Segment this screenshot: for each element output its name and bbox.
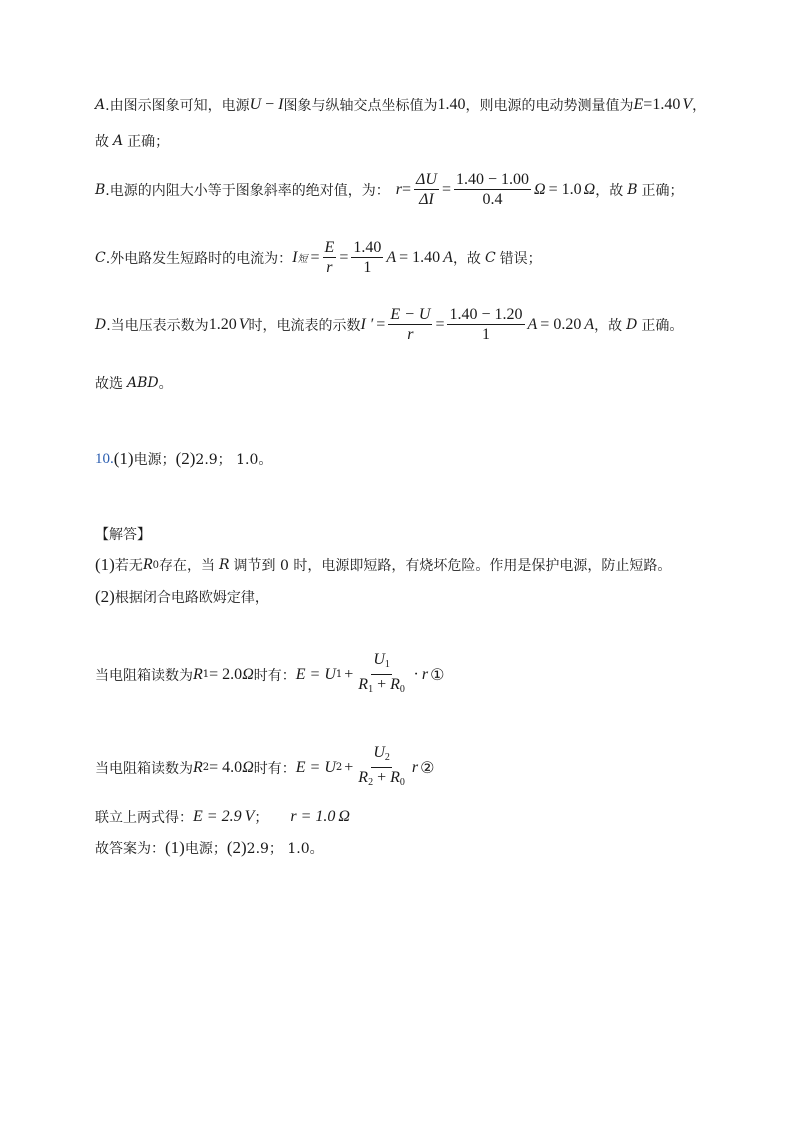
fraction	[447, 305, 524, 344]
option-a-line	[95, 95, 706, 115]
text: .外电路发生短路时的电流为：	[105, 250, 293, 267]
math-r: r	[395, 180, 402, 198]
text: 2.9； 1.0。	[246, 841, 324, 857]
text: 正确。	[641, 317, 684, 334]
subscript: 0	[399, 684, 405, 695]
option-letter: C	[484, 249, 496, 266]
numerator: ΔU	[416, 171, 437, 188]
math-plus: +	[373, 676, 391, 693]
text: 时，电流表的示数	[248, 317, 361, 334]
solve-line	[95, 807, 350, 827]
option-letter: B	[627, 181, 638, 198]
text: 正确；	[127, 134, 170, 150]
fraction	[414, 170, 439, 209]
denominator: ΔI	[419, 191, 434, 208]
text: 调节到 0 时，电源即短路，有烧坏危险。作用是保护电源，防止短路。	[233, 558, 672, 574]
option-letter: A	[113, 133, 124, 149]
part-label: (2)	[95, 587, 115, 606]
math-eq: =	[339, 248, 349, 266]
option-letter: A	[95, 97, 106, 113]
equation-mark: ①	[430, 665, 445, 684]
question-number: 10.	[95, 450, 114, 467]
numerator: 1.40 − 1.00	[456, 171, 530, 188]
math-r: R	[390, 676, 400, 693]
option-d-line	[95, 305, 683, 344]
part-label: (1)	[165, 838, 185, 857]
text: 存在，当	[158, 558, 215, 574]
unit: Ω	[242, 758, 254, 776]
solution-heading	[95, 524, 151, 544]
math-i: I	[278, 96, 284, 113]
text: 电源；	[133, 452, 176, 468]
math-lhs: E = U	[295, 758, 336, 776]
math-eq: =	[643, 96, 653, 113]
solution-part-2	[95, 587, 269, 607]
math-u: U	[373, 744, 385, 761]
math-e: E = 2.9	[193, 808, 242, 825]
math-r: R	[142, 556, 153, 573]
numerator	[371, 650, 392, 675]
unit: A	[386, 248, 397, 266]
choice-line	[95, 373, 173, 393]
value: 1.40	[437, 96, 466, 113]
option-b-line	[95, 170, 684, 209]
value: 1.20	[208, 315, 237, 333]
text: .电源的内阻大小等于图象斜率的绝对值，为：	[105, 182, 390, 199]
math-i-prime: I ′	[360, 315, 374, 333]
text: 根据闭合电路欧姆定律，	[114, 590, 269, 606]
denominator: 0.4	[482, 191, 503, 208]
option-letter: D	[626, 316, 638, 333]
option-letter: D	[95, 316, 107, 333]
math-eq: =	[401, 180, 412, 198]
subscript: 短	[297, 254, 308, 265]
subscript: 1	[368, 684, 374, 695]
subscript: 0	[152, 559, 159, 571]
text: 。	[158, 376, 173, 392]
fraction	[356, 743, 407, 792]
math-u: U	[373, 651, 385, 668]
text: 故答案为：	[95, 841, 165, 857]
fraction	[454, 170, 531, 209]
subscript: 1	[202, 669, 210, 680]
math-r: R	[358, 769, 369, 786]
math-r: R	[358, 676, 369, 693]
math-lhs: E = U	[295, 665, 336, 683]
text: 错误；	[499, 250, 542, 267]
text: ，故	[594, 317, 623, 334]
subscript: 2	[368, 777, 374, 788]
text: 2.9； 1.0。	[195, 452, 273, 468]
subscript: 0	[399, 777, 405, 788]
equation-1	[95, 650, 444, 699]
unit: Ω	[242, 665, 254, 683]
math-r: R	[390, 769, 400, 786]
text: ，故	[452, 250, 481, 267]
value: 1.40	[652, 96, 681, 113]
solution-part-1	[95, 555, 671, 575]
final-answer	[95, 838, 324, 858]
denominator: 1	[482, 326, 490, 343]
text: ，则电源的电动势测量值为	[465, 98, 634, 114]
fraction	[323, 238, 337, 277]
math-plus: +	[344, 665, 354, 683]
heading-text: 【解答】	[95, 527, 151, 543]
subscript: 2	[202, 762, 210, 773]
denominator: 1	[363, 259, 372, 276]
math-eq: =	[376, 315, 386, 333]
math-eq: =	[310, 248, 320, 266]
part-label: (2)	[226, 838, 247, 857]
math-eq: =	[435, 315, 445, 333]
fraction	[356, 650, 407, 699]
option-c-line	[95, 238, 542, 277]
math-eq: =	[441, 180, 451, 198]
math-i: I	[292, 248, 298, 266]
math-tail: r	[411, 758, 419, 776]
equation-mark: ②	[420, 758, 435, 777]
unit: V	[244, 808, 255, 825]
option-letter: C	[95, 249, 106, 266]
subscript: 1	[335, 669, 343, 680]
value: = 2.0	[209, 665, 243, 683]
numerator	[371, 743, 392, 768]
text: 时有：	[253, 760, 296, 777]
text: .当电压表示数为	[106, 317, 209, 334]
text: 联立上两式得：	[95, 810, 193, 826]
text: ，故	[595, 182, 624, 199]
math-r: R	[218, 557, 230, 573]
fraction	[388, 305, 432, 344]
math-plus: +	[344, 758, 354, 776]
unit: A	[584, 315, 595, 333]
text: 图象与纵轴交点坐标值为	[283, 98, 438, 114]
math-r: r = 1.0	[290, 808, 336, 825]
text: 时有：	[253, 667, 296, 684]
subscript: 2	[384, 752, 390, 763]
value: = 1.0	[548, 180, 582, 198]
unit: A	[527, 315, 538, 333]
math-r: R	[193, 665, 203, 683]
text: 当电阻箱读数为	[95, 667, 193, 684]
numerator: 1.40 − 1.20	[449, 306, 523, 323]
numerator: E	[324, 239, 335, 256]
text: 当电阻箱读数为	[95, 760, 193, 777]
unit: Ω	[534, 180, 546, 198]
math-tail: · r	[413, 665, 429, 683]
text: 正确；	[641, 182, 684, 199]
text: 电源；	[184, 841, 227, 857]
unit: V	[682, 96, 693, 113]
value: = 1.40	[399, 248, 441, 266]
math-e: E	[633, 96, 644, 113]
text: .由图示图象可知，电源	[105, 98, 250, 114]
separator: ；	[254, 810, 269, 826]
unit: A	[443, 248, 453, 266]
value: = 4.0	[209, 758, 243, 776]
unit: Ω	[583, 180, 596, 198]
math-r: R	[193, 758, 203, 776]
equation-2	[95, 743, 434, 792]
option-a-conclusion	[95, 131, 169, 151]
fraction	[351, 238, 383, 277]
option-letter: B	[95, 181, 106, 198]
denominator	[356, 768, 407, 792]
text: 若无	[114, 558, 143, 574]
answer: ABD	[127, 375, 159, 391]
part-label: (2)	[175, 449, 196, 468]
text: 故	[95, 134, 109, 150]
numerator: 1.40	[353, 239, 382, 256]
text: 故选	[95, 376, 123, 392]
part-label: (1)	[95, 555, 115, 574]
text: ，	[692, 98, 707, 114]
math-minus: −	[265, 96, 275, 113]
subscript: 2	[335, 762, 343, 773]
denominator: r	[326, 259, 333, 276]
math-u: U	[249, 96, 262, 113]
unit: Ω	[338, 808, 350, 825]
denominator	[356, 675, 407, 699]
math-plus: +	[373, 769, 391, 786]
part-label: (1)	[113, 449, 134, 468]
denominator: r	[407, 326, 414, 343]
value: = 0.20	[540, 315, 582, 333]
unit: V	[238, 315, 249, 333]
subscript: 1	[384, 659, 390, 670]
numerator: E − U	[390, 306, 431, 323]
question-10-answer	[95, 449, 272, 469]
